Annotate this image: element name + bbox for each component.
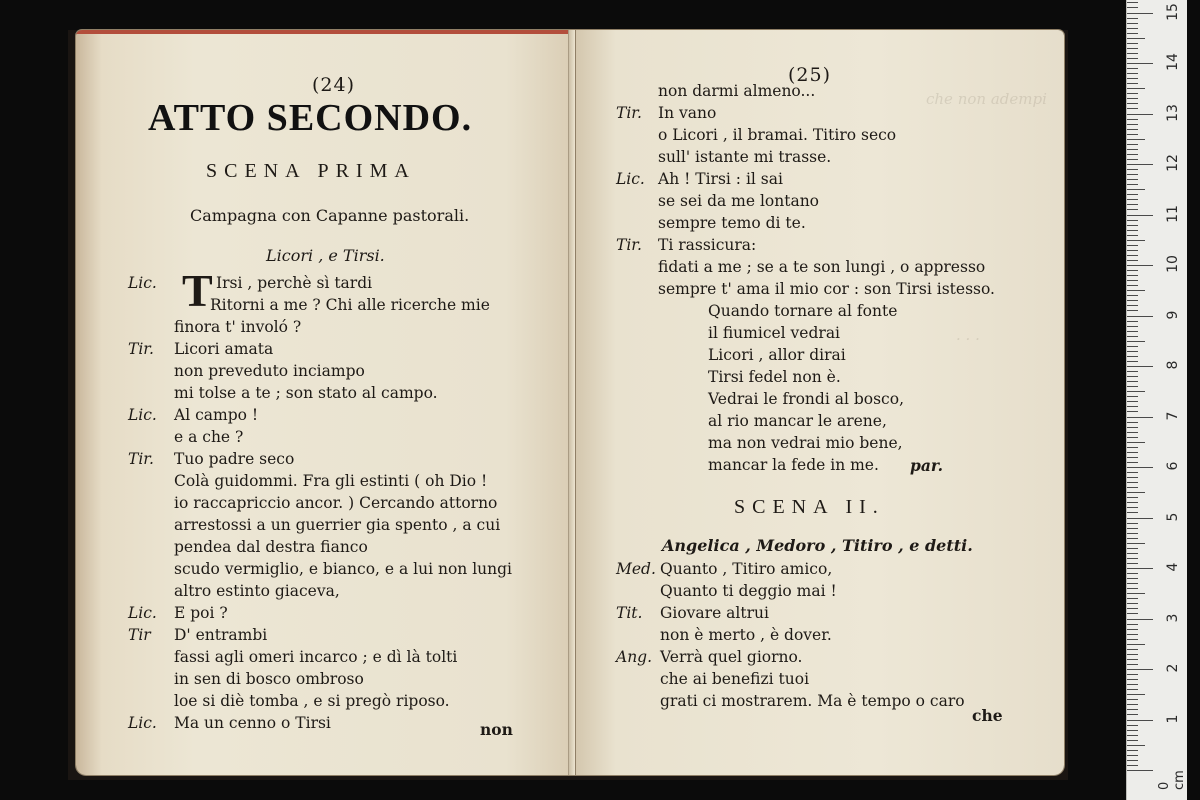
verse-line: altro estinto giaceva, <box>174 582 340 600</box>
ruler-tick <box>1127 23 1138 24</box>
ruler-tick <box>1127 194 1138 195</box>
ruler-tick <box>1127 240 1145 241</box>
ruler-tick <box>1127 735 1138 736</box>
verse-line: Ritorni a me ? Chi alle ricerche mie <box>210 296 490 314</box>
verse-line: E poi ? <box>174 604 228 622</box>
ruler-tick <box>1127 73 1138 74</box>
verse-line: Vedrai le frondi al bosco, <box>708 390 904 408</box>
ruler-tick <box>1127 750 1138 751</box>
ruler-tick <box>1127 13 1153 14</box>
ruler-number: 11 <box>1165 204 1181 223</box>
ruler-tick <box>1127 639 1138 640</box>
speaker-label: Tir. <box>616 104 642 122</box>
speaker-label: Tir. <box>128 340 154 358</box>
ruler-tick <box>1127 260 1138 261</box>
ruler-tick <box>1127 58 1138 59</box>
ruler-tick <box>1127 119 1138 120</box>
ruler-tick <box>1127 48 1138 49</box>
ruler-tick <box>1127 528 1138 529</box>
ruler-tick <box>1127 422 1138 423</box>
cast-right: Angelica , Medoro , Titiro , e detti. <box>662 536 973 555</box>
ruler-tick <box>1127 619 1153 620</box>
ruler-tick <box>1127 396 1138 397</box>
ruler-tick <box>1127 245 1138 246</box>
ruler-tick <box>1127 2 1138 3</box>
ruler-number: 2 <box>1165 663 1181 673</box>
scene-title-left: SCENA PRIMA <box>206 160 416 182</box>
ruler-tick <box>1127 169 1138 170</box>
bleed-through: · · · <box>956 330 980 348</box>
ruler-tick <box>1127 391 1145 392</box>
verse-line: grati ci mostrarem. Ma è tempo o caro <box>660 692 965 710</box>
ruler-tick <box>1127 129 1138 130</box>
ruler-tick <box>1127 98 1138 99</box>
ruler-tick <box>1127 765 1138 766</box>
ruler-number: 12 <box>1165 154 1181 172</box>
ruler-number: 15 <box>1165 2 1181 21</box>
ruler-tick <box>1127 411 1138 412</box>
ruler-tick <box>1127 699 1138 700</box>
ruler-number: 6 <box>1165 461 1181 471</box>
verse-line: Ti rassicura: <box>658 236 757 254</box>
ruler-tick <box>1127 593 1145 594</box>
ruler-tick <box>1127 346 1138 347</box>
ruler-tick <box>1127 310 1138 311</box>
ruler-tick <box>1127 103 1138 104</box>
ruler-tick <box>1127 225 1138 226</box>
speaker-label: Tit. <box>616 604 643 622</box>
speaker-label: Lic. <box>128 406 157 424</box>
measurement-ruler <box>1126 0 1187 800</box>
left-page <box>76 30 576 775</box>
ruler-tick <box>1127 215 1153 216</box>
ruler-number: 8 <box>1165 360 1181 370</box>
ruler-tick <box>1127 730 1138 731</box>
ruler-number: 13 <box>1165 103 1181 122</box>
ruler-tick <box>1127 300 1138 301</box>
speaker-label: Lic. <box>128 714 157 732</box>
ruler-number: 14 <box>1165 53 1181 71</box>
ruler-tick <box>1127 93 1138 94</box>
ruler-tick <box>1127 134 1138 135</box>
ruler-tick <box>1127 401 1138 402</box>
ruler-tick <box>1127 694 1145 695</box>
ruler-tick <box>1127 770 1153 771</box>
ruler-unit-label: 0 cm <box>1157 770 1187 790</box>
ruler-tick <box>1127 709 1138 710</box>
verse-line: pendea dal destra fianco <box>174 538 368 556</box>
ruler-tick <box>1127 321 1138 322</box>
ruler-tick <box>1127 305 1138 306</box>
verse-line: o Licori , il bramai. Titiro seco <box>658 126 897 144</box>
verse-line: scudo vermiglio, e bianco, e a lui non lungi <box>174 560 513 578</box>
ruler-tick <box>1127 664 1138 665</box>
verse-line: in sen di bosco ombroso <box>174 670 364 688</box>
ruler-tick <box>1127 144 1138 145</box>
ruler-tick <box>1127 275 1138 276</box>
cast-left: Licori , e Tirsi. <box>266 246 385 265</box>
ruler-tick <box>1127 108 1138 109</box>
ruler-tick <box>1127 457 1138 458</box>
ruler-tick <box>1127 588 1138 589</box>
ruler-tick <box>1127 629 1138 630</box>
speaker-label: Tir. <box>128 450 154 468</box>
ruler-tick <box>1127 725 1138 726</box>
ruler-tick <box>1127 533 1138 534</box>
ruler-tick <box>1127 654 1138 655</box>
speaker-label: Lic. <box>128 274 157 292</box>
ruler-number: 9 <box>1165 310 1181 319</box>
ruler-tick <box>1127 518 1153 519</box>
ruler-tick <box>1127 472 1138 473</box>
ruler-tick <box>1127 43 1138 44</box>
ruler-tick <box>1127 199 1138 200</box>
ruler-tick <box>1127 406 1138 407</box>
ruler-tick <box>1127 386 1138 387</box>
ruler-tick <box>1127 270 1138 271</box>
ruler-tick <box>1127 659 1138 660</box>
ruler-tick <box>1127 502 1138 503</box>
ruler-tick <box>1127 755 1138 756</box>
ruler-tick <box>1127 255 1138 256</box>
ruler-tick <box>1127 189 1145 190</box>
catchword-right: che <box>972 706 1003 725</box>
ruler-tick <box>1127 462 1138 463</box>
ruler-tick <box>1127 644 1145 645</box>
verse-line: Quanto ti deggio mai ! <box>660 582 837 600</box>
ruler-tick <box>1127 18 1138 19</box>
verse-line: Licori amata <box>174 340 274 358</box>
verse-line: il fiumicel vedrai <box>708 324 841 342</box>
verse-line: sempre t' ama il mio cor : son Tirsi istesso. <box>658 280 995 298</box>
ruler-tick <box>1127 492 1145 493</box>
ruler-tick <box>1127 174 1138 175</box>
speaker-label: Tir <box>128 626 151 644</box>
verse-line: ma non vedrai mio bene, <box>708 434 903 452</box>
verse-line: sull' istante mi trasse. <box>658 148 832 166</box>
ruler-tick <box>1127 760 1138 761</box>
verse-line: D' entrambi <box>174 626 268 644</box>
ruler-tick <box>1127 265 1153 266</box>
verse-line: al rio mancar le arene, <box>708 412 887 430</box>
verse-line: Verrà quel giorno. <box>660 648 803 666</box>
ruler-tick <box>1127 290 1145 291</box>
ruler-tick <box>1127 250 1138 251</box>
ruler-tick <box>1127 361 1138 362</box>
speaker-label: Ang. <box>616 648 653 666</box>
bleed-through: che non adempi <box>926 90 1047 108</box>
ruler-tick <box>1127 573 1138 574</box>
ruler-tick <box>1127 371 1138 372</box>
speaker-label: Tir. <box>616 236 642 254</box>
verse-line: Quando tornare al fonte <box>708 302 898 320</box>
drop-cap: T <box>182 265 213 316</box>
ruler-tick <box>1127 477 1138 478</box>
ruler-tick <box>1127 740 1138 741</box>
ruler-tick <box>1127 417 1153 418</box>
ruler-tick <box>1127 164 1153 165</box>
ruler-tick <box>1127 689 1138 690</box>
ruler-tick <box>1127 452 1138 453</box>
verse-line: Giovare altrui <box>660 604 769 622</box>
ruler-tick <box>1127 114 1153 115</box>
verse-line: non è merto , è dover. <box>660 626 832 644</box>
ruler-tick <box>1127 432 1138 433</box>
verse-line: Tirsi fedel non è. <box>708 368 841 386</box>
ruler-tick <box>1127 124 1138 125</box>
right-page <box>576 30 1064 775</box>
exit-marker: par. <box>910 456 944 475</box>
ruler-tick <box>1127 149 1138 150</box>
verse-line: io raccapriccio ancor. ) Cercando attorno <box>174 494 498 512</box>
page-number-left: (24) <box>312 74 356 96</box>
speaker-label: Lic. <box>616 170 645 188</box>
ruler-tick <box>1127 159 1138 160</box>
verse-line: se sei da me lontano <box>658 192 820 210</box>
ruler-tick <box>1127 568 1153 569</box>
ruler-tick <box>1127 381 1138 382</box>
ruler-tick <box>1127 543 1145 544</box>
ruler-tick <box>1127 154 1138 155</box>
ruler-tick <box>1127 704 1138 705</box>
ruler-tick <box>1127 139 1145 140</box>
ruler-tick <box>1127 326 1138 327</box>
ruler-tick <box>1127 578 1138 579</box>
ruler-tick <box>1127 553 1138 554</box>
ruler-tick <box>1127 295 1138 296</box>
ruler-tick <box>1127 356 1138 357</box>
verse-line: finora t' involó ? <box>174 318 302 336</box>
verse-line: Ah ! Tirsi : il sai <box>658 170 783 188</box>
ruler-tick <box>1127 53 1138 54</box>
ruler-tick <box>1127 487 1138 488</box>
verse-line: che ai benefizi tuoi <box>660 670 810 688</box>
ruler-tick <box>1127 649 1138 650</box>
ruler-tick <box>1127 63 1153 64</box>
ruler-tick <box>1127 497 1138 498</box>
ruler-number: 1 <box>1165 714 1181 723</box>
verse-line: arrestossi a un guerrier gia spento , a cui <box>174 516 501 534</box>
verse-line: Ma un cenno o Tirsi <box>174 714 331 732</box>
ruler-tick <box>1127 351 1138 352</box>
ruler-tick <box>1127 684 1138 685</box>
verse-line: Al campo ! <box>174 406 259 424</box>
ruler-tick <box>1127 7 1138 8</box>
ruler-tick <box>1127 558 1138 559</box>
ruler-tick <box>1127 523 1138 524</box>
ruler-tick <box>1127 235 1138 236</box>
verse-line: Irsi , perchè sì tardi <box>216 274 373 292</box>
scene-setting: Campagna con Capanne pastorali. <box>190 206 470 225</box>
page-number-right: (25) <box>788 64 832 86</box>
ruler-tick <box>1127 204 1138 205</box>
ruler-number: 3 <box>1165 613 1181 622</box>
verse-line: fassi agli omeri incarco ; e dì là tolti <box>174 648 458 666</box>
ruler-tick <box>1127 316 1153 317</box>
ruler-tick <box>1127 613 1138 614</box>
ruler-number: 4 <box>1165 562 1181 572</box>
ruler-tick <box>1127 88 1145 89</box>
ruler-tick <box>1127 603 1138 604</box>
verse-line: In vano <box>658 104 717 122</box>
ruler-tick <box>1127 507 1138 508</box>
verse-line: non darmi almeno... <box>658 82 816 100</box>
ruler-tick <box>1127 209 1138 210</box>
verse-line: sempre temo di te. <box>658 214 806 232</box>
ruler-number: 7 <box>1165 411 1181 420</box>
ruler-tick <box>1127 220 1138 221</box>
ruler-tick <box>1127 33 1138 34</box>
ruler-tick <box>1127 720 1153 721</box>
ruler-tick <box>1127 179 1138 180</box>
ruler-tick <box>1127 669 1153 670</box>
ruler-tick <box>1127 608 1138 609</box>
ruler-tick <box>1127 714 1138 715</box>
ruler-tick <box>1127 563 1138 564</box>
ruler-tick <box>1127 341 1145 342</box>
verse-line: Tuo padre seco <box>174 450 295 468</box>
ruler-tick <box>1127 38 1145 39</box>
ruler-tick <box>1127 447 1138 448</box>
act-title: ATTO SECONDO. <box>148 97 473 139</box>
verse-line: non preveduto inciampo <box>174 362 365 380</box>
speaker-label: Lic. <box>128 604 157 622</box>
ruler-tick <box>1127 512 1138 513</box>
ruler-tick <box>1127 83 1138 84</box>
ruler-tick <box>1127 28 1138 29</box>
verse-line: e a che ? <box>174 428 244 446</box>
ruler-tick <box>1127 437 1138 438</box>
ruler-tick <box>1127 442 1145 443</box>
ruler-tick <box>1127 280 1138 281</box>
ruler-tick <box>1127 184 1138 185</box>
speaker-label: Med. <box>616 560 656 578</box>
ruler-tick <box>1127 482 1138 483</box>
ruler-tick <box>1127 583 1138 584</box>
verse-line: Quanto , Titiro amico, <box>660 560 833 578</box>
verse-line: mancar la fede in me. <box>708 456 879 474</box>
ruler-number: 5 <box>1165 512 1181 521</box>
ruler-tick <box>1127 285 1138 286</box>
ruler-number: 10 <box>1165 255 1181 273</box>
scene-title-right: SCENA II. <box>734 496 885 518</box>
ruler-tick <box>1127 78 1138 79</box>
ruler-tick <box>1127 624 1138 625</box>
ruler-tick <box>1127 538 1138 539</box>
ruler-tick <box>1127 366 1153 367</box>
ruler-tick <box>1127 230 1138 231</box>
ruler-tick <box>1127 376 1138 377</box>
verse-line: fidati a me ; se a te son lungi , o appresso <box>658 258 986 276</box>
ruler-tick <box>1127 68 1138 69</box>
ruler-tick <box>1127 548 1138 549</box>
ruler-tick <box>1127 336 1138 337</box>
ruler-tick <box>1127 745 1145 746</box>
open-book <box>68 30 1068 780</box>
ruler-tick <box>1127 467 1153 468</box>
catchword-left: non <box>480 720 513 739</box>
ruler-tick <box>1127 634 1138 635</box>
ruler-tick <box>1127 674 1138 675</box>
ruler-tick <box>1127 598 1138 599</box>
ruler-tick <box>1127 679 1138 680</box>
verse-line: Licori , allor dirai <box>708 346 846 364</box>
verse-line: mi tolse a te ; son stato al campo. <box>174 384 438 402</box>
verse-line: loe si diè tomba , e si pregò riposo. <box>174 692 450 710</box>
verse-line: Colà guidommi. Fra gli estinti ( oh Dio ! <box>174 472 488 490</box>
ruler-tick <box>1127 331 1138 332</box>
ruler-tick <box>1127 427 1138 428</box>
